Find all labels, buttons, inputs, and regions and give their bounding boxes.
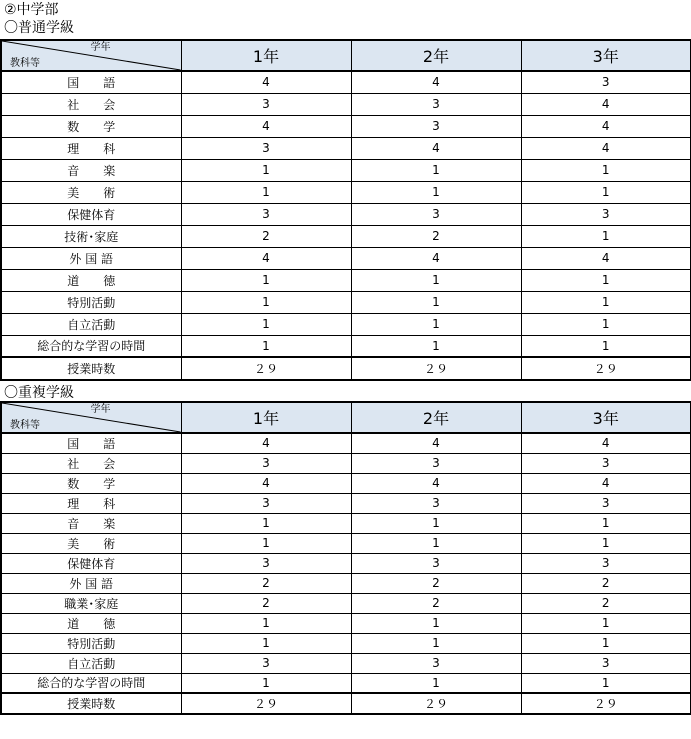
- hours-cell: 4: [521, 115, 691, 137]
- subject-cell: 美 術: [1, 181, 181, 203]
- table-row: [1, 653, 691, 673]
- table-row: [1, 203, 691, 225]
- header-row: [1, 40, 691, 71]
- hours-cell: 2: [351, 225, 521, 247]
- regular-class-timetable: [0, 39, 691, 381]
- corner-header-cell: [1, 402, 181, 433]
- header-row: [1, 402, 691, 433]
- table-row: [1, 493, 691, 513]
- hours-cell: 1: [521, 335, 691, 357]
- subject-cell: 特別活動: [1, 633, 181, 653]
- subject-cell: 自立活動: [1, 653, 181, 673]
- hours-cell: 1: [181, 269, 351, 291]
- section-label-multiple: 〇重複学級: [4, 385, 74, 401]
- hours-cell: 3: [351, 653, 521, 673]
- table-row: [1, 513, 691, 533]
- subject-cell: 美 術: [1, 533, 181, 553]
- hours-cell: 1: [351, 313, 521, 335]
- hours-cell: 3: [521, 203, 691, 225]
- subject-cell: 外 国 語: [1, 573, 181, 593]
- subject-cell: 社 会: [1, 93, 181, 115]
- hours-cell: 3: [351, 203, 521, 225]
- hours-cell: 1: [521, 291, 691, 313]
- table-row: [1, 137, 691, 159]
- hours-cell: 4: [181, 473, 351, 493]
- grade-header-3: 3年: [521, 402, 691, 433]
- hours-cell: 1: [351, 269, 521, 291]
- hours-cell: 3: [521, 453, 691, 473]
- table-row: [1, 269, 691, 291]
- subject-cell: 道 徳: [1, 269, 181, 291]
- subject-cell: 総合的な学習の時間: [1, 673, 181, 693]
- total-hours-cell: ２９: [181, 357, 351, 380]
- hours-cell: 3: [521, 653, 691, 673]
- corner-subject-label: 教科等: [10, 58, 40, 69]
- grade-header-1: 1年: [181, 402, 351, 433]
- corner-grade-label: 学年: [90, 404, 111, 415]
- subject-cell: 数 学: [1, 115, 181, 137]
- hours-cell: 3: [181, 553, 351, 573]
- hours-cell: 4: [351, 137, 521, 159]
- table-row: [1, 93, 691, 115]
- hours-cell: 1: [521, 613, 691, 633]
- subject-cell: 理 科: [1, 493, 181, 513]
- hours-cell: 4: [351, 473, 521, 493]
- hours-cell: 3: [351, 93, 521, 115]
- hours-cell: 4: [351, 433, 521, 453]
- table-row: [1, 613, 691, 633]
- subject-cell: 自立活動: [1, 313, 181, 335]
- hours-cell: 1: [521, 513, 691, 533]
- table-row: [1, 433, 691, 453]
- table-row: [1, 453, 691, 473]
- subject-cell: 総合的な学習の時間: [1, 335, 181, 357]
- grade-header-2: 2年: [351, 40, 521, 71]
- hours-cell: 1: [521, 225, 691, 247]
- grade-header-2: 2年: [351, 402, 521, 433]
- corner-subject-label: 教科等: [10, 420, 40, 431]
- hours-cell: 1: [181, 159, 351, 181]
- table-row: [1, 633, 691, 653]
- hours-cell: 1: [521, 181, 691, 203]
- hours-cell: 4: [521, 247, 691, 269]
- subject-cell: 保健体育: [1, 553, 181, 573]
- table-row: [1, 291, 691, 313]
- section-label-regular: 〇普通学級: [4, 20, 74, 36]
- hours-cell: 1: [351, 513, 521, 533]
- table-row: [1, 673, 691, 693]
- corner-header-cell: [1, 40, 181, 71]
- table-row: [1, 553, 691, 573]
- table-row: [1, 71, 691, 93]
- total-row: [1, 357, 691, 380]
- table-row: [1, 159, 691, 181]
- hours-cell: 1: [521, 313, 691, 335]
- hours-cell: 3: [351, 115, 521, 137]
- subject-cell: 技術･家庭: [1, 225, 181, 247]
- hours-cell: 1: [351, 335, 521, 357]
- corner-grade-label: 学年: [90, 42, 111, 53]
- table-row: [1, 115, 691, 137]
- subject-cell: 国 語: [1, 433, 181, 453]
- subject-cell: 音 楽: [1, 513, 181, 533]
- hours-cell: 1: [351, 613, 521, 633]
- table-row: [1, 181, 691, 203]
- table-row: [1, 573, 691, 593]
- hours-cell: 3: [181, 93, 351, 115]
- grade-header-3: 3年: [521, 40, 691, 71]
- hours-cell: 2: [521, 573, 691, 593]
- subject-cell: 職業･家庭: [1, 593, 181, 613]
- subject-cell: 国 語: [1, 71, 181, 93]
- table-row: [1, 247, 691, 269]
- hours-cell: 1: [181, 513, 351, 533]
- hours-cell: 4: [351, 71, 521, 93]
- total-row: [1, 693, 691, 714]
- hours-cell: 2: [521, 593, 691, 613]
- subject-cell: 道 徳: [1, 613, 181, 633]
- hours-cell: 3: [521, 553, 691, 573]
- hours-cell: 3: [181, 493, 351, 513]
- hours-cell: 1: [521, 673, 691, 693]
- grade-header-1: 1年: [181, 40, 351, 71]
- multiple-disability-class-timetable: [0, 401, 691, 715]
- table-row: [1, 473, 691, 493]
- subject-cell: 数 学: [1, 473, 181, 493]
- hours-cell: 2: [181, 593, 351, 613]
- total-hours-cell: ２９: [351, 693, 521, 714]
- hours-cell: 1: [521, 159, 691, 181]
- hours-cell: 1: [181, 335, 351, 357]
- hours-cell: 1: [521, 533, 691, 553]
- subject-cell: 理 科: [1, 137, 181, 159]
- hours-cell: 4: [521, 93, 691, 115]
- hours-cell: 1: [351, 673, 521, 693]
- hours-cell: 1: [181, 181, 351, 203]
- hours-cell: 1: [351, 533, 521, 553]
- hours-cell: 3: [351, 553, 521, 573]
- hours-cell: 1: [181, 613, 351, 633]
- table-row: [1, 533, 691, 553]
- hours-cell: 1: [181, 533, 351, 553]
- hours-cell: 3: [521, 493, 691, 513]
- hours-cell: 1: [351, 633, 521, 653]
- subject-cell: 特別活動: [1, 291, 181, 313]
- table-row: [1, 225, 691, 247]
- hours-cell: 1: [521, 633, 691, 653]
- hours-cell: 4: [181, 247, 351, 269]
- subject-cell: 社 会: [1, 453, 181, 473]
- hours-cell: 1: [351, 159, 521, 181]
- hours-cell: 1: [181, 313, 351, 335]
- total-hours-cell: ２９: [181, 693, 351, 714]
- hours-cell: 3: [181, 137, 351, 159]
- hours-cell: 2: [351, 593, 521, 613]
- total-label-cell: 授業時数: [1, 693, 181, 714]
- table-row: [1, 313, 691, 335]
- hours-cell: 4: [351, 247, 521, 269]
- hours-cell: 3: [181, 203, 351, 225]
- hours-cell: 1: [351, 181, 521, 203]
- hours-cell: 2: [351, 573, 521, 593]
- hours-cell: 2: [181, 573, 351, 593]
- subject-cell: 外 国 語: [1, 247, 181, 269]
- hours-cell: 3: [351, 493, 521, 513]
- hours-cell: 3: [181, 653, 351, 673]
- hours-cell: 4: [181, 115, 351, 137]
- hours-cell: 1: [181, 673, 351, 693]
- hours-cell: 1: [181, 633, 351, 653]
- hours-cell: 4: [181, 71, 351, 93]
- subject-cell: 音 楽: [1, 159, 181, 181]
- hours-cell: 3: [521, 71, 691, 93]
- hours-cell: 3: [181, 453, 351, 473]
- table-row: [1, 335, 691, 357]
- hours-cell: 4: [521, 433, 691, 453]
- total-hours-cell: ２９: [521, 357, 691, 380]
- hours-cell: 2: [181, 225, 351, 247]
- hours-cell: 4: [521, 473, 691, 493]
- page-title: ②中学部: [4, 2, 59, 18]
- hours-cell: 1: [181, 291, 351, 313]
- hours-cell: 3: [351, 453, 521, 473]
- table-row: [1, 593, 691, 613]
- total-hours-cell: ２９: [521, 693, 691, 714]
- total-hours-cell: ２９: [351, 357, 521, 380]
- hours-cell: 4: [521, 137, 691, 159]
- total-label-cell: 授業時数: [1, 357, 181, 380]
- hours-cell: 4: [181, 433, 351, 453]
- hours-cell: 1: [351, 291, 521, 313]
- subject-cell: 保健体育: [1, 203, 181, 225]
- hours-cell: 1: [521, 269, 691, 291]
